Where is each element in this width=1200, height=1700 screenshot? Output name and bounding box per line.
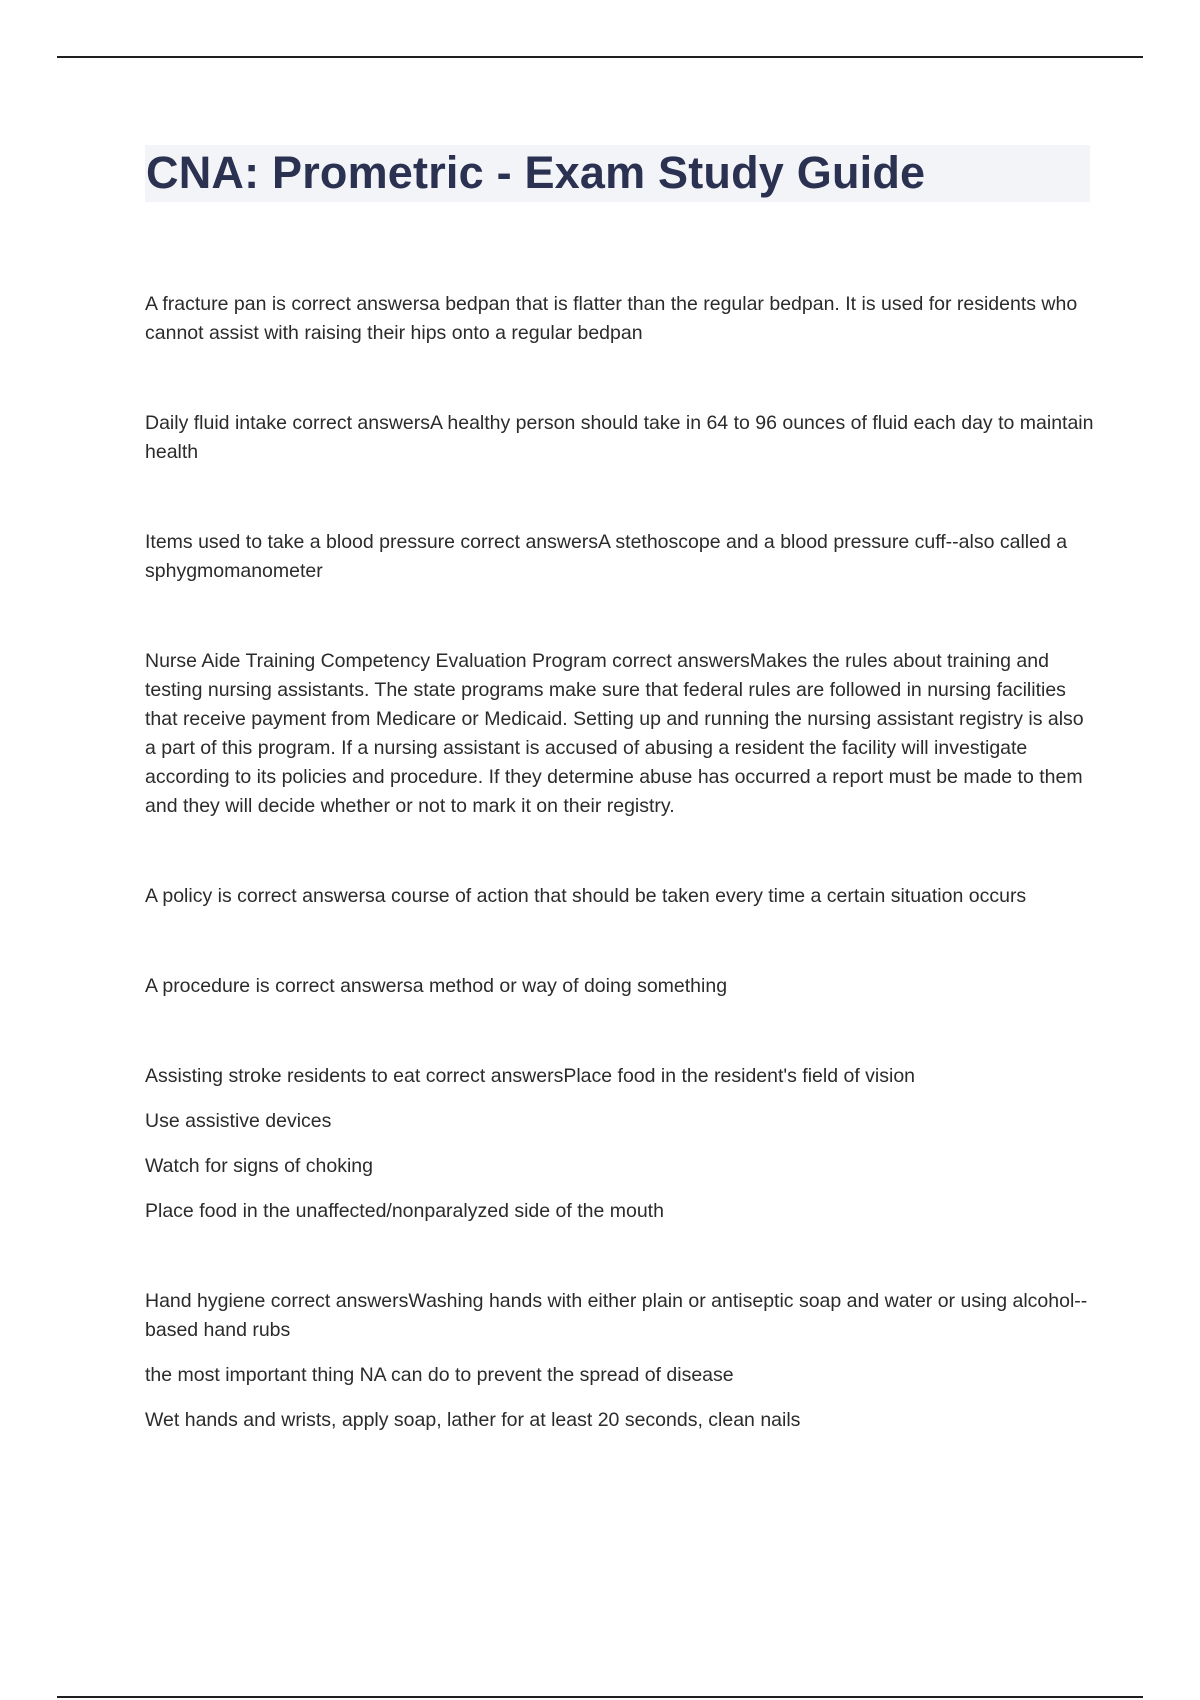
qa-text: Nurse Aide Training Competency Evaluation Program correct answersMakes the rules about training and testing nursing assistants. The state programs make sure that federal rules are followed in nursing facilities that receive payment from Medicare or Medicaid. Setting up and running the nursing assistant registry is also a part of this program. If a nursing assistant is accused of abusing a resident the facility will investigate according to its policies and procedure. If they determine abuse has occurred a report must be made to them and they will decide whether or not to mark it on their registry. bbox=[145, 650, 1084, 817]
qa-entry-hand-hygiene bbox=[145, 1287, 1095, 1435]
qa-text-continuation: Watch for signs of choking bbox=[145, 1155, 373, 1177]
qa-entry-fracture-pan bbox=[145, 290, 1095, 348]
page-title: CNA: Prometric - Exam Study Guide bbox=[146, 147, 926, 198]
qa-text: Items used to take a blood pressure correct answersA stethoscope and a blood pressure cuff--also called a sphygmomanometer bbox=[145, 531, 1068, 582]
bottom-rule bbox=[57, 1696, 1143, 1698]
qa-text: A procedure is correct answersa method or way of doing something bbox=[145, 975, 728, 997]
qa-entry-training-program bbox=[145, 647, 1095, 821]
study-guide-content bbox=[145, 290, 1095, 1496]
qa-text: Assisting stroke residents to eat correct answersPlace food in the resident's field of vision bbox=[145, 1065, 916, 1087]
top-rule bbox=[57, 56, 1143, 58]
qa-text: Hand hygiene correct answersWashing hands with either plain or antiseptic soap and water or using alcohol--based hand rubs bbox=[145, 1290, 1088, 1341]
qa-text-continuation: Use assistive devices bbox=[145, 1110, 332, 1132]
qa-entry-blood-pressure bbox=[145, 528, 1095, 586]
qa-text-continuation: Wet hands and wrists, apply soap, lather for at least 20 seconds, clean nails bbox=[145, 1409, 801, 1431]
qa-text: A fracture pan is correct answersa bedpan that is flatter than the regular bedpan. It is used for residents who cannot assist with raising their hips onto a regular bedpan bbox=[145, 293, 1078, 344]
qa-entry-stroke-eating bbox=[145, 1062, 1095, 1226]
qa-text-continuation: the most important thing NA can do to prevent the spread of disease bbox=[145, 1364, 734, 1386]
qa-text-continuation: Place food in the unaffected/nonparalyzed side of the mouth bbox=[145, 1200, 664, 1222]
qa-entry-fluid-intake bbox=[145, 409, 1095, 467]
qa-entry-policy bbox=[145, 882, 1095, 911]
qa-text: Daily fluid intake correct answersA healthy person should take in 64 to 96 ounces of fluid each day to maintain health bbox=[145, 412, 1094, 463]
qa-entry-procedure bbox=[145, 972, 1095, 1001]
qa-text: A policy is correct answersa course of action that should be taken every time a certain situation occurs bbox=[145, 885, 1027, 907]
